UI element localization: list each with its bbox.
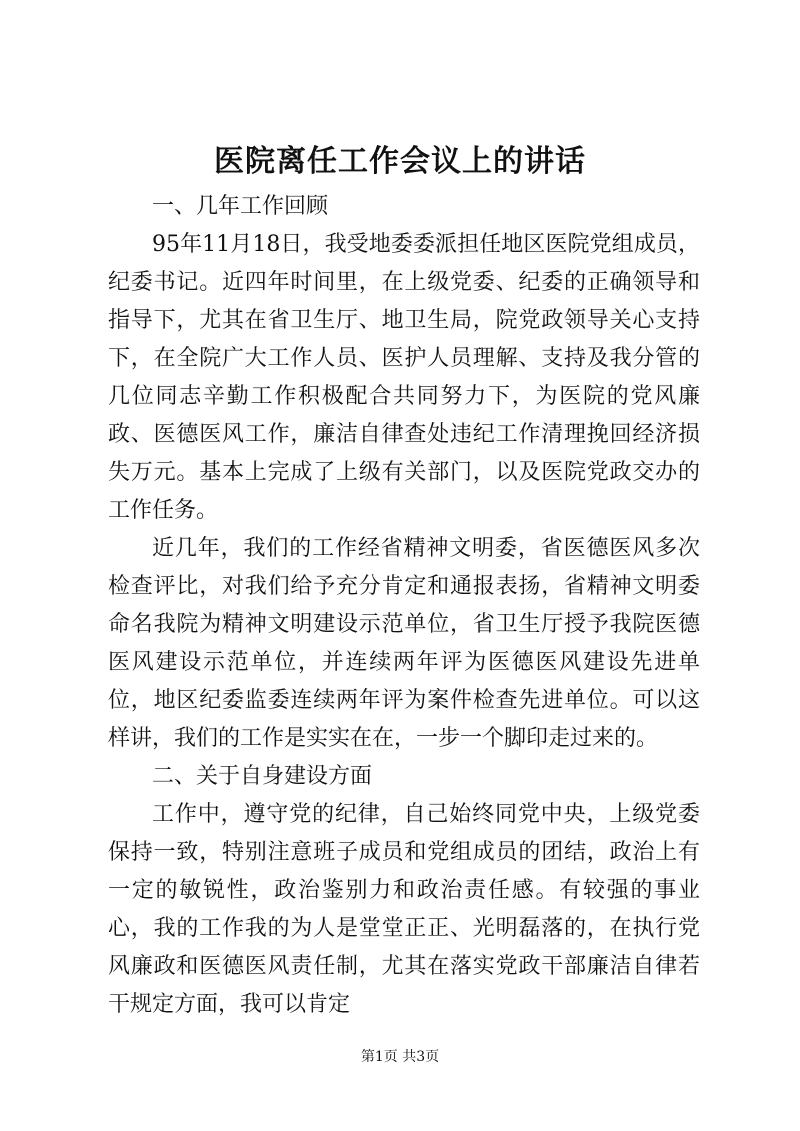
paragraph-achievements: 近几年，我们的工作经省精神文明委，省医德医风多次检查评比，对我们给予充分肯定和通报表扬，省精神文明委命名我院为精神文明建设示范单位，省卫生厅授予我院医德医风建设示范单位，并连续两年评为医德医风建设先进单位，地区纪委监委连续两年评为案件检查先进单位。可以这样讲，我们的工作是实实在在，一步一个脚印走过来的。 — [108, 536, 700, 751]
document-title: 医院离任工作会议上的讲话 — [214, 144, 586, 179]
document-body — [108, 188, 700, 1024]
page-number-footer: 第1页 共3页 — [360, 1049, 440, 1065]
paragraph-appointment: 95年11月18日，我受地委委派担任地区医院党组成员，纪委书记。近四年时间里，在上级党委、纪委的正确领导和指导下，尤其在省卫生厅、地卫生局，院党政领导关心支持下，在全院广大工作人员、医护人员理解、支持及我分管的几位同志辛勤工作积极配合共同努力下，为医院的党风廉政、医德医风工作，廉洁自律查处违纪工作清理挽回经济损失万元。基本上完成了上级有关部门，以及医院党政交办的工作任务。 — [108, 232, 700, 523]
section-heading-self-building: 二、关于自身建设方面 — [152, 764, 373, 789]
section-heading-review: 一、几年工作回顾 — [152, 194, 329, 219]
paragraph-self-building: 工作中，遵守党的纪律，自己始终同党中央，上级党委保持一致，特别注意班子成员和党组成员的团结，政治上有一定的敏锐性，政治鉴别力和政治责任感。有较强的事业心，我的工作我的为人是堂堂正正、光明磊落的，在执行党风廉政和医德医风责任制，尤其在落实党政干部廉洁自律若干规定方面，我可以肯定 — [108, 802, 700, 1017]
